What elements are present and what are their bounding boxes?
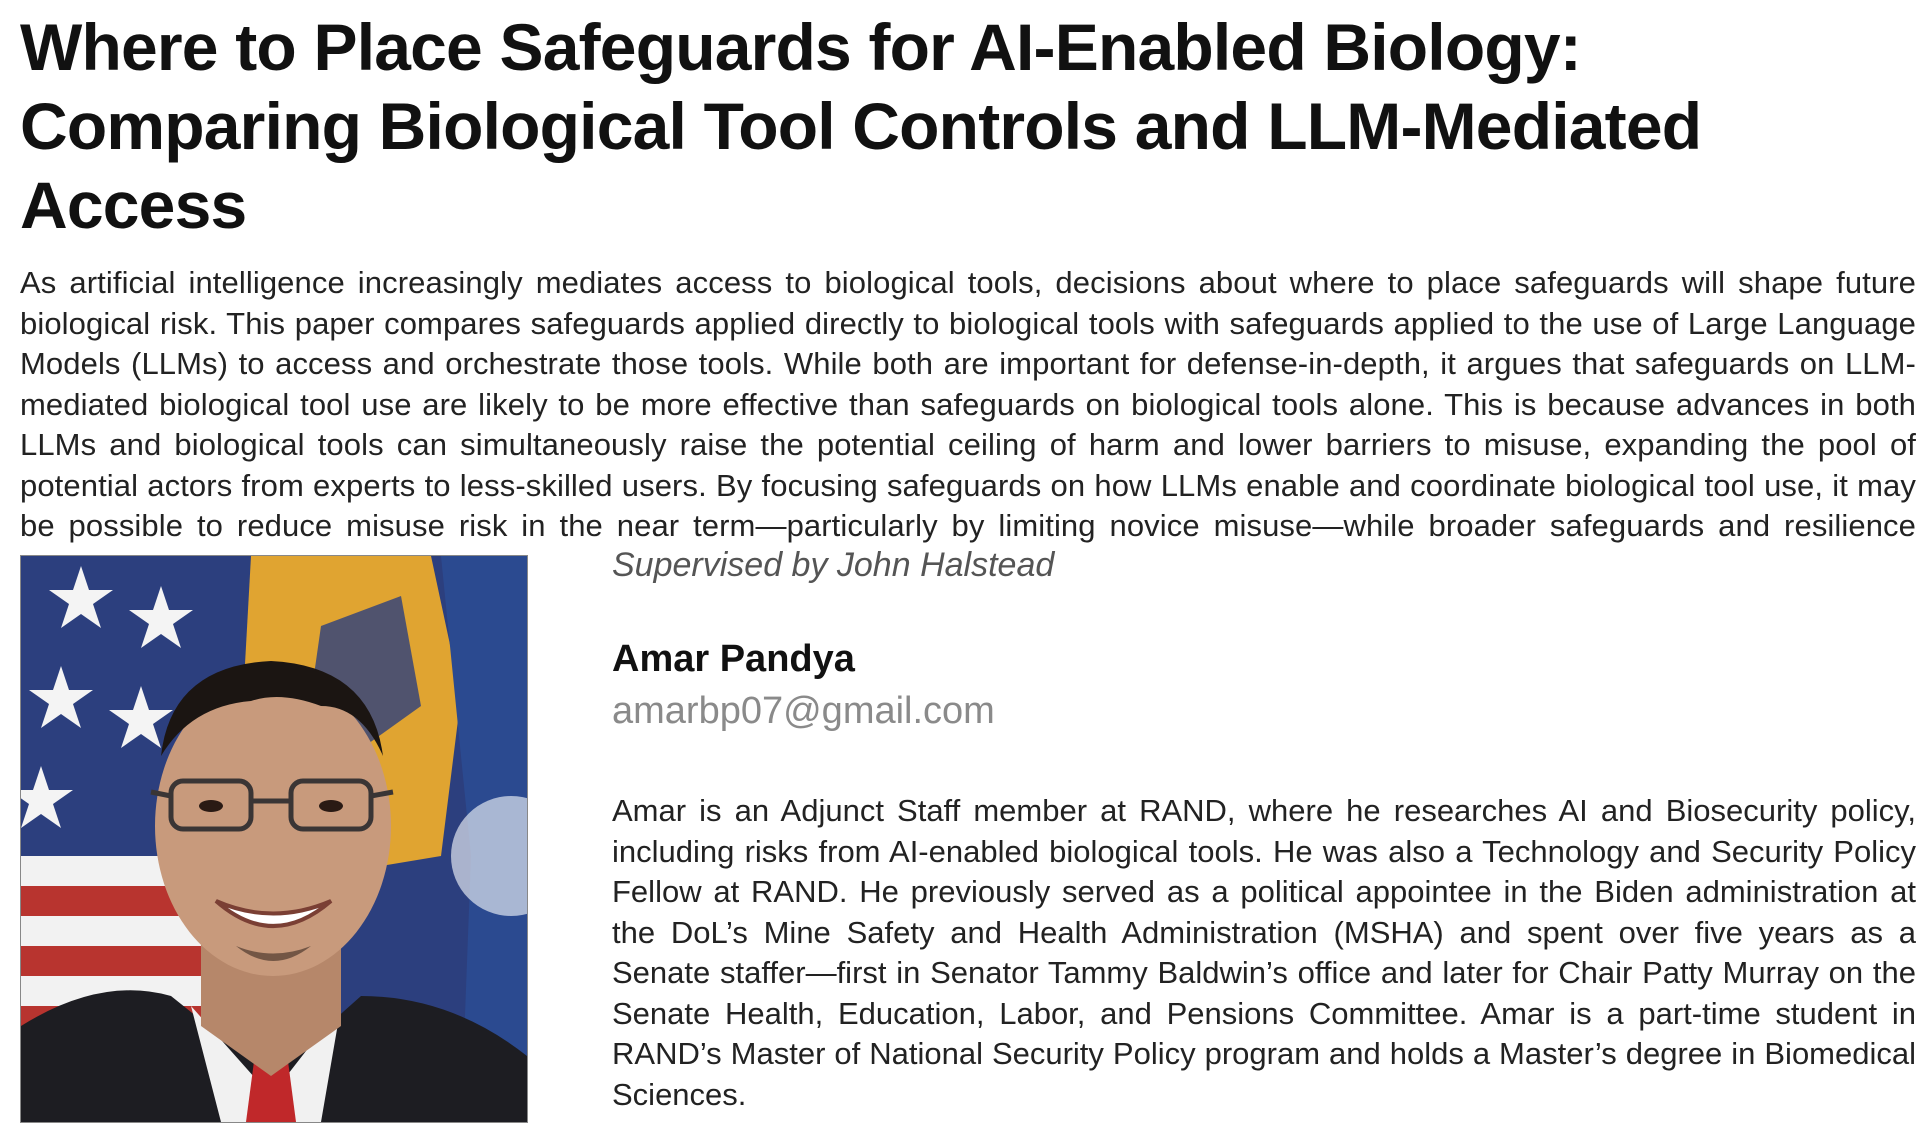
article-abstract: As artificial intelligence increasingly mediates access to biological tools, decisions about where to place safeguards will shape future biological risk. This paper compares safeguards applied directly to biological tools with safeguards applied to the use of Large Language Models (LLMs) to access and orchestrate those tools. While both are important for defense-in-depth, it argues that safeguards on LLM-mediated biological tool use are likely to be more effective than safeguards on biological tools alone. This is because advances in both LLMs and biological tools can simultaneously raise the potential ceiling of harm and lower barriers to misuse, expanding the pool of potential actors from experts to less-skilled users. By focusing safeguards on how LLMs enable and coordinate biological tool use, it may be possible to reduce misuse risk in the near term—particularly by limiting novice misuse—while broader safeguards and resilience — [20, 265, 1916, 543]
author-info — [612, 545, 1916, 1115]
author-section — [20, 545, 1916, 1125]
author-name: Amar Pandya — [612, 638, 855, 680]
author-photo — [20, 555, 528, 1123]
article-title: Where to Place Safeguards for AI-Enabled Biology: Comparing Biological Tool Controls and LLM-Mediated Access — [20, 10, 1702, 242]
author-bio: Amar is an Adjunct Staff member at RAND, where he researches AI and Biosecurity policy, including risks from AI-enabled biological tools. He was also a Technology and Security Policy Fellow at RAND. He previously served as a political appointee in the Biden administration at the DoL’s Mine Safety and Health Administration (MSHA) and spent over five years as a Senate staffer—first in Senator Tammy Baldwin’s office and later for Chair Patty Murray on the Senate Health, Education, Labor, and Pensions Committee. Amar is a part-time student in RAND’s Master of National Security Policy program and holds a Master’s degree in Biomedical Sciences. — [612, 793, 1916, 1112]
supervisor-line: Supervised by John Halstead — [612, 546, 1055, 584]
author-email[interactable]: amarbp07@gmail.com — [612, 690, 995, 732]
portrait-photo-icon — [21, 556, 527, 1122]
article-page — [20, 8, 1916, 1112]
